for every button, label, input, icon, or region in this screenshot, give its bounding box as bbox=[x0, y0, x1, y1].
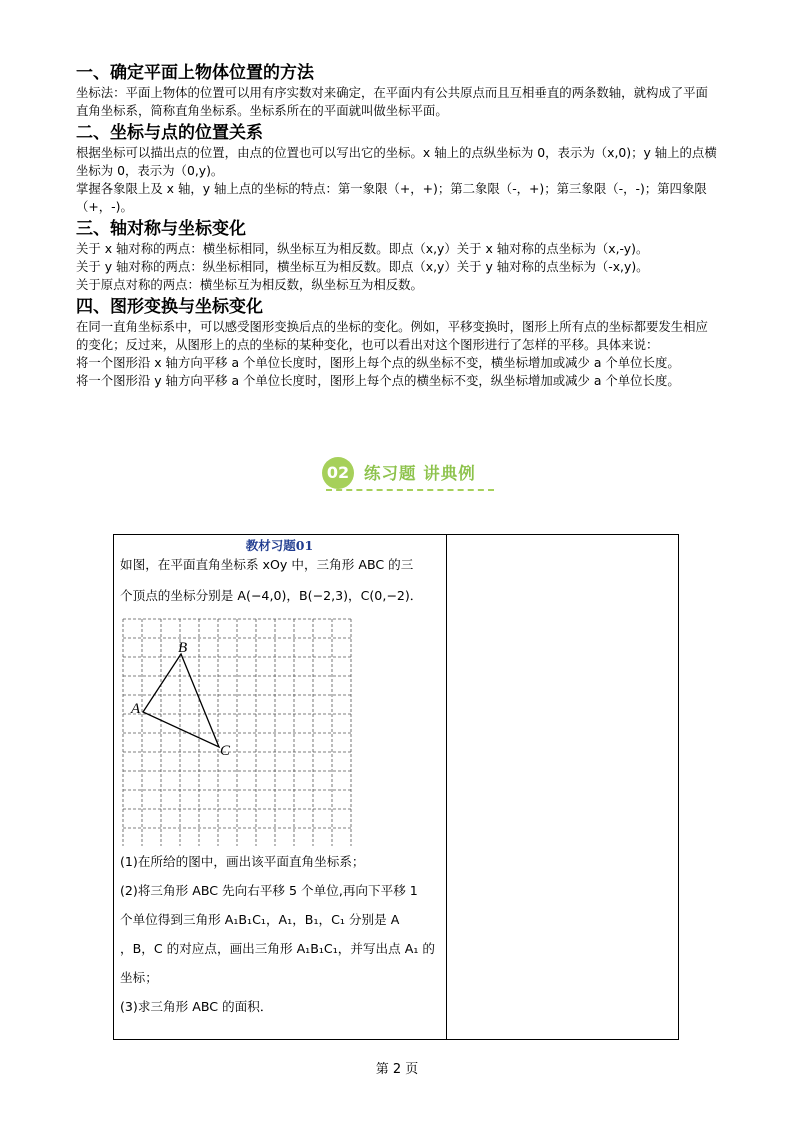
section-heading-1: 一、确定平面上物体位置的方法 bbox=[76, 63, 314, 83]
section-heading-3: 三、轴对称与坐标变化 bbox=[76, 219, 246, 239]
label-point-b: B bbox=[178, 640, 188, 656]
banner-title: 练习题 讲典例 bbox=[364, 464, 476, 483]
section-4-para-1: 在同一直角坐标系中，可以感受图形变换后点的坐标的变化。例如，平移变换时，图形上所有点的坐标都要发生相应的变化；反过来，从图形上的点的坐标的某种变化，也可以看出对这个图形进行了怎样的平移。具体来说： bbox=[76, 319, 708, 352]
banner-underline bbox=[326, 489, 494, 491]
question-2-line-4: 坐标； bbox=[120, 970, 158, 985]
question-2-line-1: (2)将三角形 ABC 先向右平移 5 个单位,再向下平移 1 bbox=[120, 883, 418, 898]
section-heading-2: 二、坐标与点的位置关系 bbox=[76, 123, 263, 143]
section-heading-4: 四、图形变换与坐标变化 bbox=[76, 297, 263, 317]
exercise-intro-line-2: 个顶点的坐标分别是 A(−4,0)，B(−2,3)，C(0,−2)． bbox=[120, 588, 423, 603]
section-3-para-1: 关于 x 轴对称的两点：横坐标相同，纵坐标互为相反数。即点（x,y）关于 x 轴对称的点坐标为（x,-y)。 bbox=[76, 241, 649, 256]
section-4-para-3: 将一个图形沿 y 轴方向平移 a 个单位长度时，图形上每个点的横坐标不变，纵坐标增加或减少 a 个单位长度。 bbox=[76, 373, 680, 388]
banner-number-badge: 02 bbox=[322, 457, 354, 489]
exercise-label: 教材习题01 bbox=[245, 538, 314, 553]
section-4-para-2: 将一个图形沿 x 轴方向平移 a 个单位长度时，图形上每个点的纵坐标不变，横坐标增加或减少 a 个单位长度。 bbox=[76, 355, 680, 370]
section-1-para-1: 坐标法：平面上物体的位置可以用有序实数对来确定，在平面内有公共原点而且互相垂直的两条数轴，就构成了平面直角坐标系，简称直角坐标系。坐标系所在的平面就叫做坐标平面。 bbox=[76, 85, 708, 118]
section-2-para-1: 根据坐标可以描出点的位置，由点的位置也可以写出它的坐标。x 轴上的点纵坐标为 0，表示为（x,0)；y 轴上的点横坐标为 0，表示为（0,y)。 bbox=[76, 145, 717, 178]
section-3-para-2: 关于 y 轴对称的两点：纵坐标相同，横坐标互为相反数。即点（x,y）关于 y 轴对称的点坐标为（-x,y)。 bbox=[76, 259, 649, 274]
grid-figure bbox=[118, 614, 354, 846]
exercise-table-divider bbox=[446, 534, 447, 1040]
exercise-intro-line-1: 如图，在平面直角坐标系 xOy 中，三角形 ABC 的三 bbox=[120, 557, 414, 572]
notes-section bbox=[76, 62, 720, 390]
question-3: (3)求三角形 ABC 的面积． bbox=[120, 999, 273, 1014]
label-point-c: C bbox=[220, 743, 231, 759]
practice-banner bbox=[322, 456, 496, 492]
page-number: 第 2 页 bbox=[375, 1062, 419, 1077]
question-2-line-3: ，B，C 的对应点，画出三角形 A₁B₁C₁，并写出点 A₁ 的 bbox=[120, 941, 435, 956]
question-1: (1)在所给的图中，画出该平面直角坐标系； bbox=[120, 854, 365, 869]
question-2-line-2: 个单位得到三角形 A₁B₁C₁，A₁，B₁，C₁ 分别是 A bbox=[120, 912, 400, 927]
section-3-para-3: 关于原点对称的两点：横坐标互为相反数，纵坐标互为相反数。 bbox=[76, 277, 423, 292]
section-2-para-2: 掌握各象限上及 x 轴，y 轴上点的坐标的特点：第一象限（+，+)；第二象限（-，+)；第三象限（-，-)；第四象限（+，-)。 bbox=[76, 181, 707, 214]
dashed-grid bbox=[123, 619, 351, 846]
label-point-a: A bbox=[131, 701, 141, 717]
